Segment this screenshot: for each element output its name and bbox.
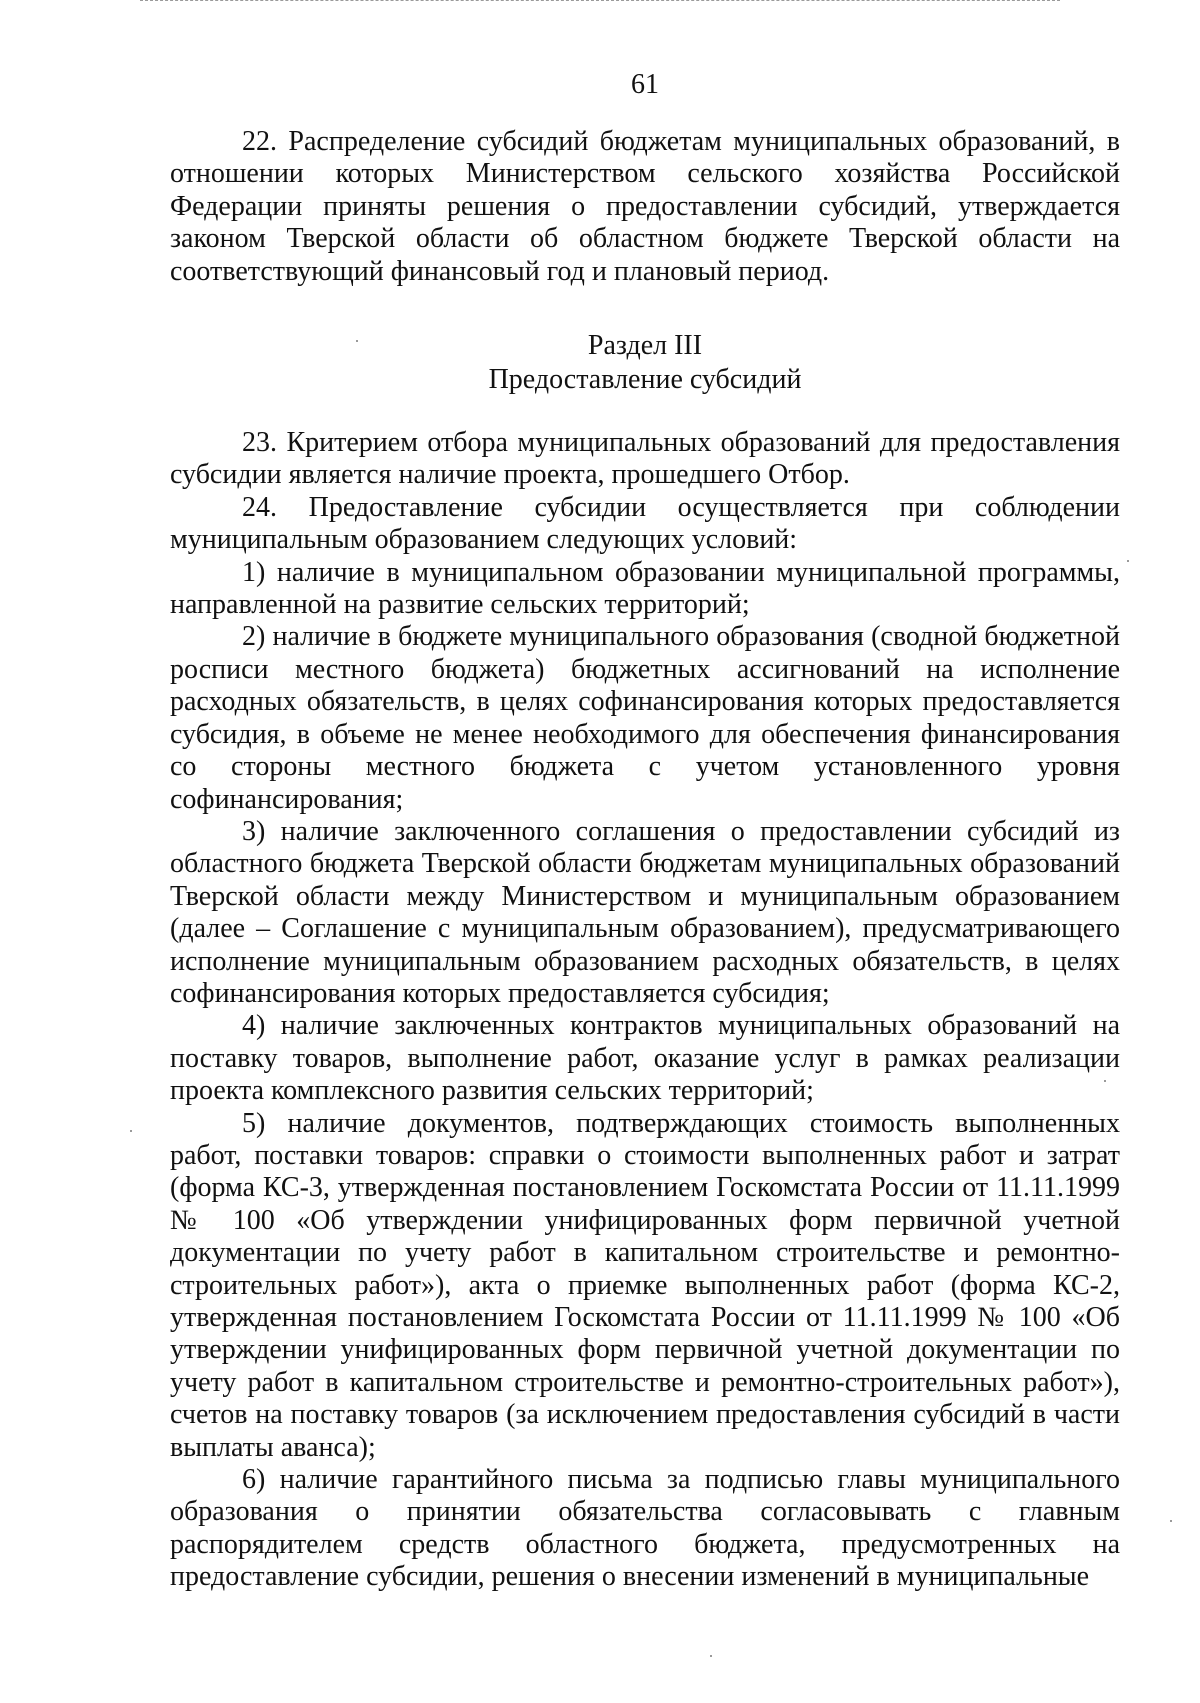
document-body [170,126,1120,1594]
list-item-3: 3) наличие заключенного соглашения о предоставлении субсидий из областного бюджета Тверской области бюджетам муниципальных образований Тверской области между Министерством и муниципальным образованием (далее – Соглашение с муниципальным образованием), предусматривающего исполнение муниципальным образованием расходных обязательств, в целях софинансирования которых предоставляется субсидия; [170,815,1120,1009]
scan-speck [1104,1080,1106,1082]
scan-speck [356,340,358,342]
list-item-5: 5) наличие документов, подтверждающих стоимость выполненных работ, поставки товаров: справки о стоимости выполненных работ и затрат (форма КС-3, утвержденная постановлением Госкомстата России от 11.11.1999 № 100 «Об утверждении унифицированных форм первичной учетной документации по учету работ в капитальном строительстве и ремонтно-строительных работ»), акта о приемке выполненных работ (форма КС-2, утвержденная постановлением Госкомстата России от 11.11.1999 № 100 «Об утверждении унифицированных форм первичной учетной документации по учету работ в капитальном строительстве и ремонтно-строительных работ»), счетов на поставку товаров (за исключением предоставления субсидий в части выплаты аванса); [170,1107,1120,1463]
scan-speck [1170,1520,1172,1522]
page-number: 61 [631,69,659,100]
paragraph-23: 23. Критерием отбора муниципальных образований для предоставления субсидии является наличие проекта, прошедшего Отбор. [170,427,1120,491]
section-title: Предоставление субсидий [488,364,802,396]
list-item-1: 1) наличие в муниципальном образовании муниципальной программы, направленной на развитие сельских территорий; [170,556,1120,621]
page-top-edge [140,0,1060,1]
heading-spacer [170,397,1120,427]
list-item-6: 6) наличие гарантийного письма за подписью главы муниципального образования о принятии обязательства согласовывать с главным распорядителем средств областного бюджета, предусмотренных на предоставление субсидии, решения о внесении изменений в муниципальные [170,1464,1120,1593]
list-item-2: 2) наличие в бюджете муниципального образования (сводной бюджетной росписи местного бюджета) бюджетных ассигнований на исполнение расходных обязательств, в целях софинансирования которых предоставляется субсидия, в объеме не менее необходимого для обеспечения финансирования со стороны местного бюджета с учетом установленного уровня софинансирования; [170,621,1120,815]
list-item-4: 4) наличие заключенных контрактов муниципальных образований на поставку товаров, выполнение работ, оказание услуг в рамках реализации проекта комплексного развития сельских территорий; [170,1010,1120,1107]
section-heading [170,329,1120,397]
scan-speck [710,1655,712,1657]
paragraph-24: 24. Предоставление субсидии осуществляется при соблюдении муниципальным образованием следующих условий: [170,491,1120,556]
scan-speck [1127,560,1129,562]
paragraph-22: 22. Распределение субсидий бюджетам муниципальных образований, в отношении которых Министерством сельского хозяйства Российской Федерации приняты решения о предоставлении субсидий, утверждается законом Тверской области об областном бюджете Тверской области на соответствующий финансовый год и плановый период. [170,126,1120,287]
scan-speck [130,1130,132,1132]
section-number: Раздел III [587,330,703,362]
